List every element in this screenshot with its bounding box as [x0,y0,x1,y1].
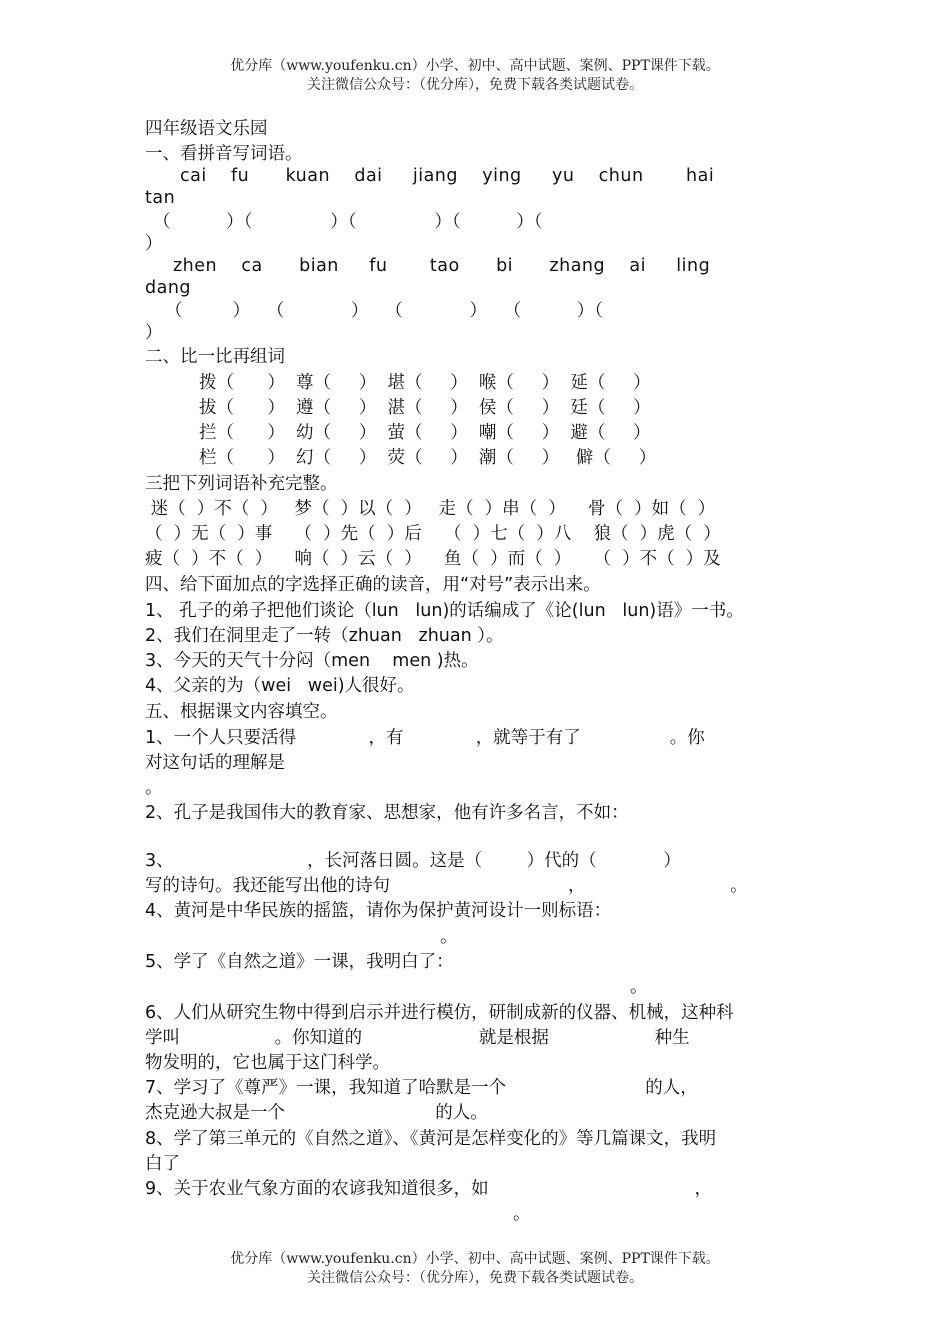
fill-line: 学叫 。你知道的 就是根据 种生 [145,1028,690,1048]
fill-line: 2、孔子是我国伟大的教育家、思想家，他有许多名言，不如： [145,803,629,823]
fill-line: 。 [513,1204,531,1224]
pinyin-row-1: cai fu kuan dai jiang ying yu chun hai [180,166,715,186]
fill-line: 7、学习了《尊严》一课，我知道了哈默是一个 的人， [145,1078,698,1098]
reading-item: 3、今天的天气十分闷（men men )热。 [145,651,479,671]
compare-row: 拦（ ） 幼（ ） 萤（ ） 嘲（ ） 避（ ） [199,423,651,443]
footer-line-1: 优分库（www.youfenku.cn）小学、初中、高中试题、案例、PPT课件下载。 [230,1251,720,1267]
fill-line: 8、学了第三单元的《自然之道》、《黄河是怎样变化的》等几篇课文，我明 [145,1129,717,1149]
page-footer [0,1250,950,1288]
section-4-heading: 四、给下面加点的字选择正确的读音，用“对号”表示出来。 [145,575,601,595]
answer-blanks-row-1: （ ）（ ）（ ）（ ）（ [153,212,543,232]
section-5-heading: 五、根据课文内容填空。 [145,702,338,722]
page-header [0,57,950,95]
section-3-heading: 三把下列词语补充完整。 [145,474,338,494]
answer-blanks-row-1-wrap: ） [145,234,163,254]
fill-line: 对这句话的理解是 [145,753,285,773]
fill-line: 1、一个人只要活得 ，有 ，就等于有了 。你 [145,728,705,748]
fill-line: 物发明的，它也属于这门科学。 [145,1053,390,1073]
idiom-row: （ ）无（ ）事 （ ）先（ ）后 （ ）七（ ）八 狼（ ）虎（ ） [145,524,721,544]
compare-row: 拔（ ） 遵（ ） 湛（ ） 侯（ ） 廷（ ） [199,398,651,418]
fill-line: 4、黄河是中华民族的摇篮，请你为保护黄河设计一则标语： [145,901,612,921]
section-2-heading: 二、比一比再组词 [145,347,285,367]
footer-line-2: 关注微信公众号：（优分库），免费下载各类试题试卷。 [307,1270,643,1286]
header-line-1: 优分库（www.youfenku.cn）小学、初中、高中试题、案例、PPT课件下载。 [230,58,720,74]
reading-item: 1、 孔子的弟子把他们谈论（lun lun)的话编成了《论(lun lun)语》一书。 [145,601,744,621]
fill-line: 。 [440,927,458,947]
fill-line: 3、 ，长河落日圆。这是（ ）代的（ ） [145,851,681,871]
fill-line: 6、人们从研究生物中得到启示并进行模仿，研制成新的仪器、机械，这种科 [145,1003,734,1023]
worksheet-title: 四年级语文乐园 [145,119,268,139]
fill-line: 5、学了《自然之道》一课，我明白了： [145,952,454,972]
fill-line: 写的诗句。我还能写出他的诗句 ， 。 [145,876,748,896]
reading-item: 4、父亲的为（wei wei)人很好。 [145,676,415,696]
pinyin-row-1-wrap: tan [145,188,176,208]
fill-line: 杰克逊大叔是一个 的人。 [145,1103,488,1123]
reading-item: 2、我们在洞里走了一转（zhuan zhuan ）。 [145,626,504,646]
idiom-row: 迷（ ）不（ ） 梦（ ）以（ ） 走（ ）串（ ） 骨（ ）如（ ） [145,499,716,519]
compare-row: 拨（ ） 尊（ ） 堪（ ） 喉（ ） 延（ ） [199,373,651,393]
section-1-heading: 一、看拼音写词语。 [145,144,303,164]
answer-blanks-row-2: （ ） （ ） （ ） （ ）（ [165,301,604,321]
fill-line: 。 [145,778,163,798]
fill-line: 。 [630,977,648,997]
pinyin-row-2-wrap: dang [145,278,192,298]
answer-blanks-row-2-wrap: ） [145,323,163,343]
compare-row: 栏（ ） 幻（ ） 荧（ ） 潮（ ） 僻（ ） [199,448,657,468]
fill-line: 白了 [145,1154,180,1174]
idiom-row: 疲（ ）不（ ） 响（ ）云（ ） 鱼（ ）而（ ） （ ）不（ ）及 [145,549,721,569]
fill-line: 9、关于农业气象方面的农谚我知道很多，如 ， [145,1179,712,1199]
header-line-2: 关注微信公众号：（优分库），免费下载各类试题试卷。 [307,77,643,93]
pinyin-row-2: zhen ca bian fu tao bi zhang ai ling [173,256,711,276]
